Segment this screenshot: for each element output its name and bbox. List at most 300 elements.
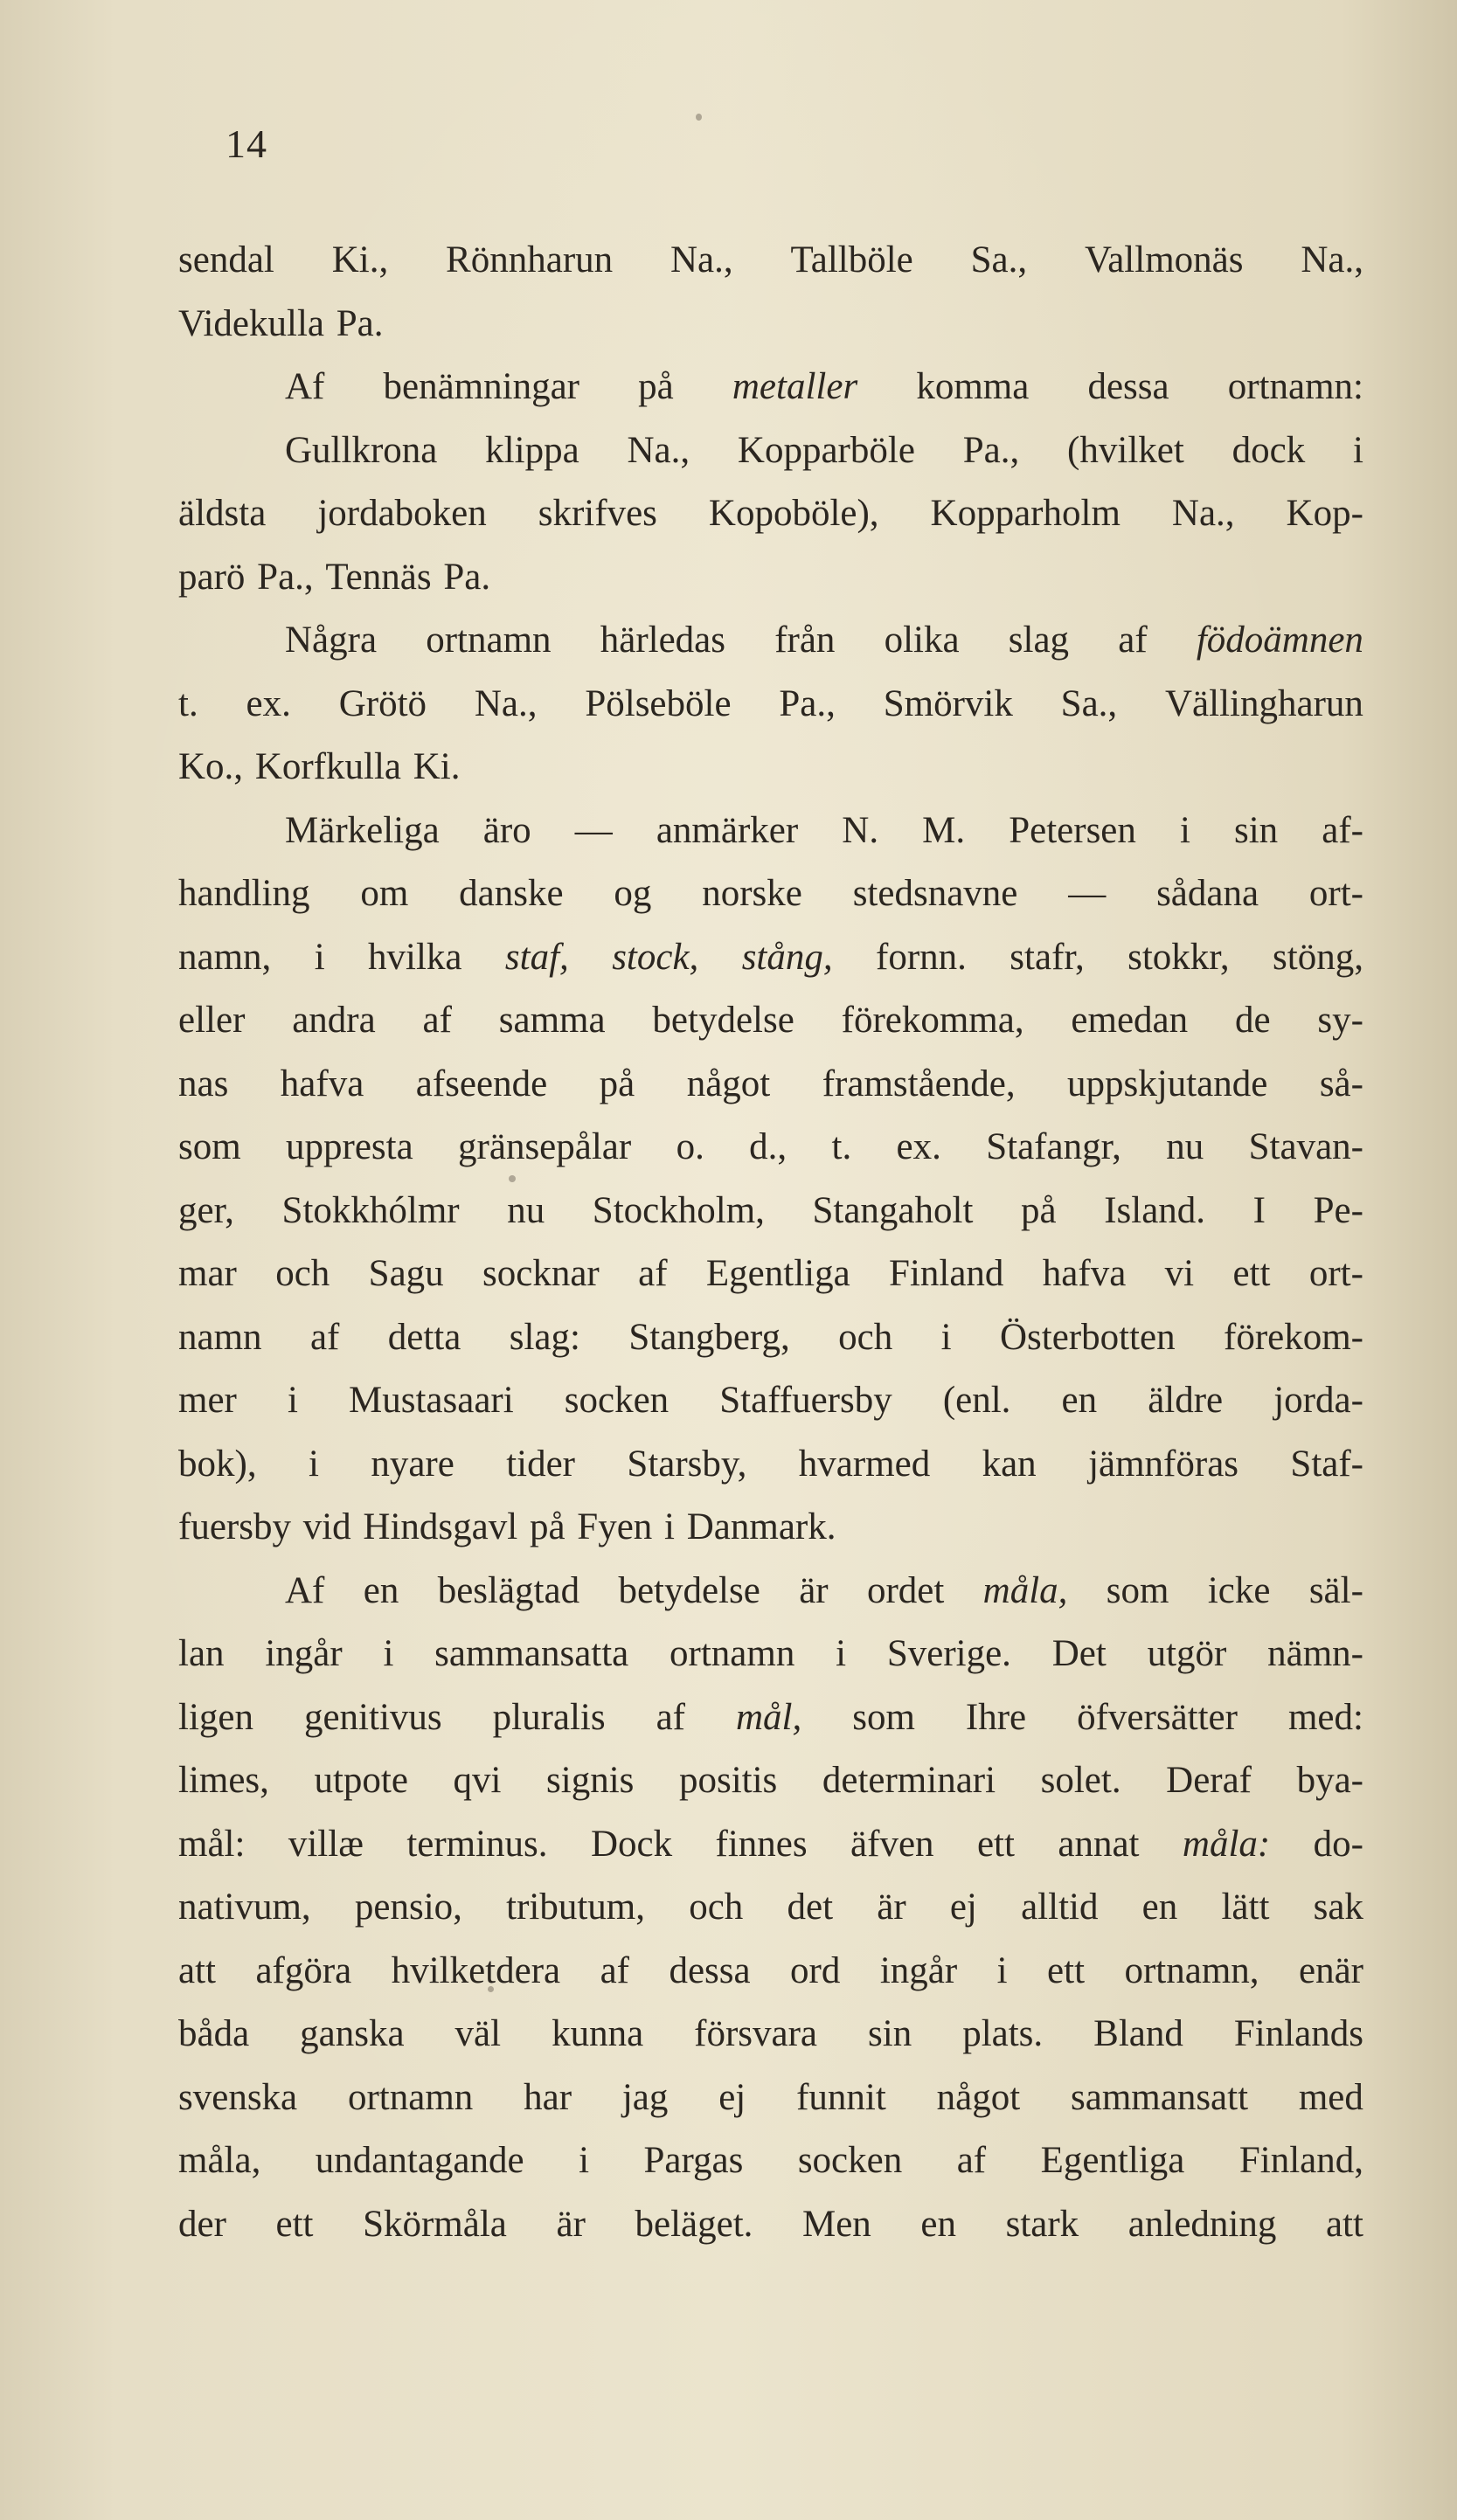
- text-line: [178, 1686, 1363, 1750]
- word: namn: [178, 1316, 262, 1358]
- word: Sa.,: [970, 239, 1028, 280]
- word: slag:: [509, 1316, 580, 1358]
- body-text: [178, 229, 1363, 2256]
- word: Staffuersby: [719, 1380, 892, 1421]
- word: —: [1068, 873, 1107, 914]
- word: säl-: [1308, 1569, 1363, 1611]
- word: Bland: [1093, 2013, 1183, 2054]
- word: beslägtad: [437, 1569, 580, 1611]
- word: ortnamn: [426, 620, 552, 661]
- word: jordaboken: [317, 493, 487, 534]
- word: att: [1325, 2203, 1363, 2245]
- word: Smörvik: [883, 682, 1013, 724]
- word: ord: [790, 1949, 841, 1991]
- word: beläget.: [635, 2203, 753, 2245]
- word: alltid: [1021, 1887, 1099, 1928]
- word: är: [556, 2203, 586, 2245]
- word: dessa: [669, 1949, 751, 1991]
- text-line: [178, 546, 1363, 610]
- word: sin: [868, 2013, 912, 2054]
- word: Sagu: [368, 1253, 444, 1294]
- word: äldsta: [178, 493, 267, 534]
- text-line: [178, 356, 1363, 419]
- word: om: [360, 873, 409, 914]
- word: ex.: [246, 682, 291, 724]
- italic-word: måla:: [1182, 1823, 1271, 1865]
- word: d.,: [749, 1126, 787, 1167]
- word: ger,: [178, 1189, 234, 1231]
- word: på: [638, 366, 674, 407]
- word: och: [838, 1316, 893, 1358]
- word: i: [579, 2140, 590, 2181]
- word: der: [178, 2203, 226, 2245]
- word: ej: [718, 2076, 746, 2118]
- word: t.: [831, 1126, 852, 1167]
- word: jag: [621, 2076, 669, 2118]
- word: i: [314, 936, 325, 978]
- word: sy-: [1317, 1000, 1363, 1041]
- word: namn,: [178, 936, 272, 978]
- word: ligen: [178, 1696, 253, 1738]
- text-line: [178, 1813, 1363, 1877]
- word: de: [1234, 1000, 1271, 1041]
- word: sammansatt: [1071, 2076, 1249, 2118]
- word: ortnamn:: [1227, 366, 1363, 407]
- word: och: [689, 1887, 744, 1928]
- word: det: [787, 1887, 834, 1928]
- word: annat: [1058, 1823, 1140, 1865]
- word: så-: [1319, 1063, 1363, 1104]
- word: nas: [178, 1063, 229, 1104]
- word: qvi: [453, 1760, 502, 1801]
- word: Vällingharun: [1165, 682, 1363, 724]
- word: uppskjutande: [1067, 1063, 1268, 1104]
- italic-word: staf,: [504, 936, 569, 978]
- word: en: [1141, 1887, 1178, 1928]
- text-line: [178, 2129, 1363, 2193]
- word: förekom-: [1224, 1316, 1363, 1358]
- word: som: [178, 1126, 241, 1167]
- word: Island.: [1104, 1189, 1206, 1231]
- print-speck: [696, 114, 702, 121]
- word: anmärker: [656, 809, 799, 851]
- word: signis: [546, 1760, 635, 1801]
- word: Det: [1051, 1633, 1107, 1674]
- word: I: [1252, 1189, 1266, 1231]
- word: ej: [949, 1887, 977, 1928]
- word: Tallböle: [790, 239, 913, 280]
- word: ordet: [866, 1569, 945, 1611]
- word: Österbotten: [999, 1316, 1176, 1358]
- word: handling: [178, 873, 310, 914]
- word: försvara: [694, 2013, 818, 2054]
- word: Danmark.: [686, 1506, 836, 1547]
- word: —: [574, 809, 613, 851]
- text-line: [178, 1749, 1363, 1813]
- word: socken: [564, 1380, 670, 1421]
- word: Grötö: [338, 682, 427, 724]
- word: ett: [1047, 1949, 1086, 1991]
- word: äldre: [1148, 1380, 1224, 1421]
- word: i: [940, 1316, 952, 1358]
- word: i: [308, 1443, 319, 1485]
- word: ganska: [300, 2013, 405, 2054]
- word: stark: [1005, 2203, 1079, 2245]
- text-line: [178, 1116, 1363, 1180]
- word: mar: [178, 1253, 237, 1294]
- text-line: [178, 1180, 1363, 1243]
- text-line: [178, 989, 1363, 1053]
- word: hafva: [1042, 1253, 1127, 1294]
- word: med:: [1287, 1696, 1363, 1738]
- word: af: [1118, 620, 1148, 661]
- word: plats.: [962, 2013, 1044, 2054]
- word: nativum,: [178, 1887, 311, 1928]
- word: nyare: [371, 1443, 454, 1485]
- word: i: [1353, 429, 1363, 471]
- word: Finlands: [1233, 2013, 1363, 2054]
- word: af-: [1322, 809, 1363, 851]
- word: Videkulla: [178, 302, 324, 344]
- word: Ko.,: [178, 746, 244, 787]
- word: sin: [1234, 809, 1279, 851]
- word: genitivus: [303, 1696, 442, 1738]
- text-line: [178, 2067, 1363, 2130]
- word: Korfkulla: [254, 746, 401, 787]
- word: Ki.,: [331, 239, 389, 280]
- word: af: [638, 1253, 668, 1294]
- text-line: [178, 800, 1363, 863]
- word: do-: [1313, 1823, 1363, 1865]
- word: ort-: [1308, 873, 1363, 914]
- word: afgöra: [255, 1949, 352, 1991]
- word: detta: [387, 1316, 461, 1358]
- word: Stockholm,: [592, 1189, 765, 1231]
- word: och: [275, 1253, 330, 1294]
- word: från: [774, 620, 836, 661]
- word: väl: [454, 2013, 502, 2054]
- word: att: [178, 1949, 216, 1991]
- word: komma: [916, 366, 1030, 407]
- word: villæ: [288, 1823, 364, 1865]
- word: skrifves: [538, 493, 657, 534]
- word: Stangaholt: [812, 1189, 974, 1231]
- word: Pa.,: [779, 682, 836, 724]
- word: på: [529, 1506, 565, 1547]
- word: vi: [1164, 1253, 1195, 1294]
- word: Af: [285, 1569, 325, 1611]
- word: ort-: [1308, 1253, 1363, 1294]
- word: afseende: [415, 1063, 548, 1104]
- word: fornn.: [876, 936, 967, 978]
- word: stedsnavne: [852, 873, 1018, 914]
- word: Kopparböle: [737, 429, 915, 471]
- text-line: [178, 2193, 1363, 2257]
- word: bya-: [1296, 1760, 1363, 1801]
- word: sammansatta: [434, 1633, 629, 1674]
- word: olika: [884, 620, 960, 661]
- word: ett: [1232, 1253, 1271, 1294]
- word: sendal: [178, 239, 274, 280]
- word: af: [422, 1000, 452, 1041]
- word: jorda-: [1273, 1380, 1363, 1421]
- word: Några: [285, 620, 378, 661]
- word: dock: [1232, 429, 1306, 471]
- word: determinari: [822, 1760, 996, 1801]
- word: funnit: [796, 2076, 886, 2118]
- word: fuersby: [178, 1506, 291, 1547]
- word: en: [363, 1569, 399, 1611]
- word: äro: [482, 809, 531, 851]
- word: t.: [178, 682, 198, 724]
- word: Na.,: [627, 429, 690, 471]
- word: Pa.: [443, 556, 491, 598]
- word: hvilketdera: [391, 1949, 561, 1991]
- word: är: [799, 1569, 829, 1611]
- text-line: [178, 609, 1363, 673]
- word: har: [524, 2076, 572, 2118]
- word: pluralis: [492, 1696, 606, 1738]
- word: pensio,: [354, 1887, 462, 1928]
- word: Pa.,: [962, 429, 1020, 471]
- word: Starsby,: [627, 1443, 747, 1485]
- word: Petersen: [1009, 809, 1136, 851]
- italic-word: måla,: [982, 1569, 1068, 1611]
- word: ett: [275, 2203, 314, 2245]
- word: N.: [842, 809, 879, 851]
- word: sak: [1313, 1887, 1363, 1928]
- text-line: [178, 1306, 1363, 1370]
- word: emedan: [1071, 1000, 1189, 1041]
- word: Sa.,: [1060, 682, 1118, 724]
- word: Ki.: [413, 746, 461, 787]
- word: kunna: [552, 2013, 644, 2054]
- word: Sverige.: [886, 1633, 1011, 1674]
- word: Na.,: [474, 682, 538, 724]
- word: o.: [676, 1126, 704, 1167]
- word: Hindsgavl: [363, 1506, 518, 1547]
- word: parö: [178, 556, 246, 598]
- word: Staf-: [1290, 1443, 1363, 1485]
- word: Pa.,: [257, 556, 314, 598]
- word: utgör: [1147, 1633, 1227, 1674]
- word: Pargas: [643, 2140, 744, 2181]
- text-line: [178, 1243, 1363, 1306]
- word: kan: [982, 1443, 1037, 1485]
- word: mer: [178, 1380, 237, 1421]
- word: ingår: [879, 1949, 958, 1991]
- word: anledning: [1127, 2203, 1277, 2245]
- word: undantagande: [315, 2140, 524, 2181]
- word: sådana: [1156, 873, 1259, 914]
- word: svenska: [178, 2076, 298, 2118]
- word: Märkeliga: [285, 809, 440, 851]
- word: stöng,: [1273, 936, 1363, 978]
- text-line: [178, 2003, 1363, 2067]
- word: i: [836, 1633, 847, 1674]
- word: lätt: [1221, 1887, 1270, 1928]
- word: finnes: [715, 1823, 808, 1865]
- word: Stavan-: [1248, 1126, 1363, 1167]
- word: Kop-: [1286, 493, 1363, 534]
- text-line: [178, 1496, 1363, 1560]
- word: Vallmonäs: [1084, 239, 1244, 280]
- word: öfversätter: [1077, 1696, 1238, 1738]
- word: positis: [678, 1760, 778, 1801]
- word: Deraf: [1166, 1760, 1252, 1801]
- word: vid: [302, 1506, 351, 1547]
- word: som: [1106, 1569, 1169, 1611]
- page-number: 14: [225, 121, 267, 166]
- word: ingår: [265, 1633, 343, 1674]
- word: af: [309, 1316, 340, 1358]
- word: danske: [459, 873, 564, 914]
- word: Egentliga: [1040, 2140, 1185, 2181]
- word: lan: [178, 1633, 225, 1674]
- word: samma: [498, 1000, 606, 1041]
- text-line: [178, 862, 1363, 926]
- word: Af: [285, 366, 325, 407]
- text-line: [178, 293, 1363, 357]
- word: icke: [1207, 1569, 1271, 1611]
- word: hvilka: [368, 936, 462, 978]
- word: dessa: [1087, 366, 1169, 407]
- word: något: [686, 1063, 771, 1104]
- word: på: [599, 1063, 635, 1104]
- word: förekomma,: [841, 1000, 1024, 1041]
- word: Stafangr,: [986, 1126, 1121, 1167]
- word: i: [1179, 809, 1190, 851]
- word: är: [877, 1887, 906, 1928]
- word: tider: [506, 1443, 576, 1485]
- word: äfven: [850, 1823, 934, 1865]
- word: Na.,: [670, 239, 733, 280]
- word: Stangberg,: [628, 1316, 790, 1358]
- word: måla,: [178, 2140, 261, 2181]
- italic-word: metaller: [732, 366, 858, 407]
- word: Kopparholm: [930, 493, 1121, 534]
- text-line: [178, 1433, 1363, 1497]
- word: mål:: [178, 1823, 246, 1865]
- word: betydelse: [618, 1569, 760, 1611]
- word: solet.: [1040, 1760, 1121, 1801]
- word: Mustasaari: [349, 1380, 514, 1421]
- word: med: [1298, 2076, 1363, 2118]
- word: jämnföras: [1088, 1443, 1239, 1485]
- word: uppresta: [286, 1126, 413, 1167]
- word: Egentliga: [705, 1253, 850, 1294]
- word: Ihre: [965, 1696, 1027, 1738]
- word: Pölseböle: [585, 682, 732, 724]
- word: Stokkhólmr: [281, 1189, 460, 1231]
- italic-word: födoämnen: [1196, 620, 1363, 661]
- word: Finland: [889, 1253, 1004, 1294]
- word: framstående,: [822, 1063, 1016, 1104]
- text-line: [178, 1876, 1363, 1940]
- word: ortnamn: [347, 2076, 474, 2118]
- text-line: [178, 1560, 1363, 1623]
- word: i: [996, 1949, 1008, 1991]
- word: socken: [797, 2140, 903, 2181]
- word: terminus.: [406, 1823, 548, 1865]
- word: ortnamn: [670, 1633, 795, 1674]
- text-line: [178, 1623, 1363, 1686]
- text-line: [178, 482, 1363, 546]
- word: en: [920, 2203, 956, 2245]
- text-line: [178, 673, 1363, 737]
- word: en: [1061, 1380, 1098, 1421]
- word: Men: [801, 2203, 871, 2245]
- text-line: [178, 229, 1363, 293]
- text-line: [178, 1053, 1363, 1117]
- word: hafva: [280, 1063, 364, 1104]
- word: stokkr,: [1127, 936, 1230, 978]
- word: slag: [1008, 620, 1070, 661]
- word: nu: [1166, 1126, 1204, 1167]
- word: ett: [976, 1823, 1015, 1865]
- word: stafr,: [1009, 936, 1085, 978]
- word: benämningar: [383, 366, 579, 407]
- word: nämn-: [1267, 1633, 1363, 1674]
- word: i: [383, 1633, 394, 1674]
- text-line: [178, 1369, 1363, 1433]
- word: (enl.: [942, 1380, 1011, 1421]
- word: i: [664, 1506, 675, 1547]
- word: limes,: [178, 1760, 269, 1801]
- word: enär: [1298, 1949, 1363, 1991]
- word: norske: [702, 873, 802, 914]
- text-line: [178, 736, 1363, 800]
- word: på: [1021, 1189, 1057, 1231]
- word: af: [656, 1696, 685, 1738]
- word: bok),: [178, 1443, 257, 1485]
- word: hvarmed: [798, 1443, 931, 1485]
- word: betydelse: [652, 1000, 794, 1041]
- word: og: [614, 873, 652, 914]
- text-line: [178, 1940, 1363, 2004]
- word: som: [852, 1696, 915, 1738]
- word: Fyen: [577, 1506, 653, 1547]
- word: Pa.: [336, 302, 384, 344]
- word: eller: [178, 1000, 246, 1041]
- italic-word: stång,: [741, 936, 833, 978]
- word: (hvilket: [1067, 429, 1184, 471]
- word: gränsepålar: [458, 1126, 632, 1167]
- word: Na.,: [1171, 493, 1235, 534]
- word: Tennäs: [325, 556, 432, 598]
- text-line: [178, 926, 1363, 990]
- word: Dock: [590, 1823, 673, 1865]
- word: utpote: [314, 1760, 408, 1801]
- word: Gullkrona: [285, 429, 438, 471]
- word: Finland,: [1238, 2140, 1363, 2181]
- word: af: [956, 2140, 987, 2181]
- word: klippa: [485, 429, 579, 471]
- word: ortnamn,: [1124, 1949, 1259, 1991]
- word: Skörmåla: [363, 2203, 507, 2245]
- word: Rönnharun: [446, 239, 614, 280]
- italic-word: stock,: [612, 936, 699, 978]
- word: M.: [922, 809, 966, 851]
- word: härledas: [600, 620, 725, 661]
- word: Pe-: [1313, 1189, 1363, 1231]
- word: andra: [292, 1000, 376, 1041]
- word: tributum,: [506, 1887, 645, 1928]
- word: något: [936, 2076, 1021, 2118]
- italic-word: mål,: [735, 1696, 802, 1738]
- text-line: [178, 419, 1363, 483]
- word: Kopoböle),: [708, 493, 879, 534]
